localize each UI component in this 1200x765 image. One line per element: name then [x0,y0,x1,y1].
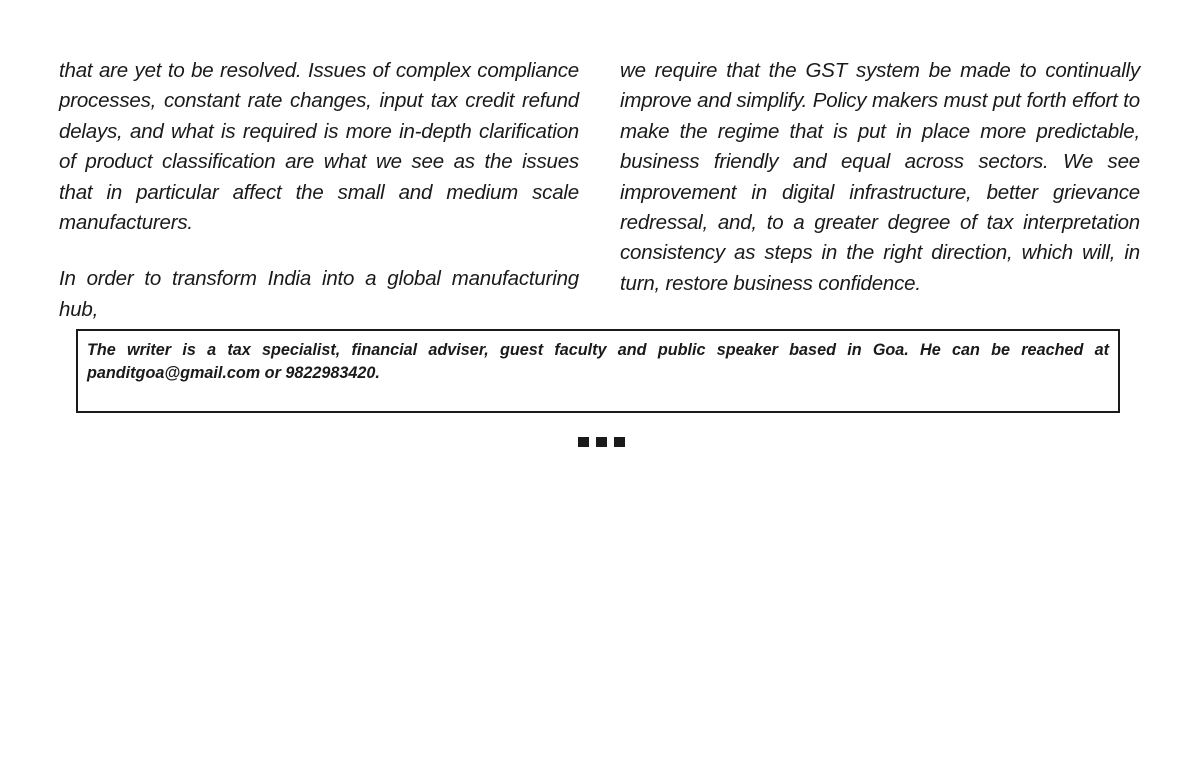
article-paragraph: that are yet to be resolved. Issues of complex compliance processes, constant rate changes, input tax credit refund delays, and what is required is more in-depth clarification of product classification are what we see as the issues that in particular affect the small and medium scale manufacturers. [59,59,579,235]
end-of-article-icon [578,437,625,447]
end-square-icon [596,437,607,447]
article-column-left [59,56,579,351]
end-square-icon [578,437,589,447]
article-paragraph: In order to transform India into a global manufacturing hub, [59,267,579,321]
article-column-right [620,56,1140,299]
article-paragraph: we require that the GST system be made to continually improve and simplify. Policy makers must put forth effort to make the regime that is put in place more predictable, business friendly and equal across sectors. We see improvement in digital infrastructure, better grievance redressal, and, to a greater degree of tax interpretation consistency as steps in the right direction, which will, in turn, restore business confidence. [620,59,1140,295]
author-bio-text: The writer is a tax specialist, financial adviser, guest faculty and public speaker based in Goa. He can be reached at panditgoa@gmail.com or 9822983420. [87,341,1109,382]
end-square-icon [614,437,625,447]
author-bio-box [76,329,1120,413]
